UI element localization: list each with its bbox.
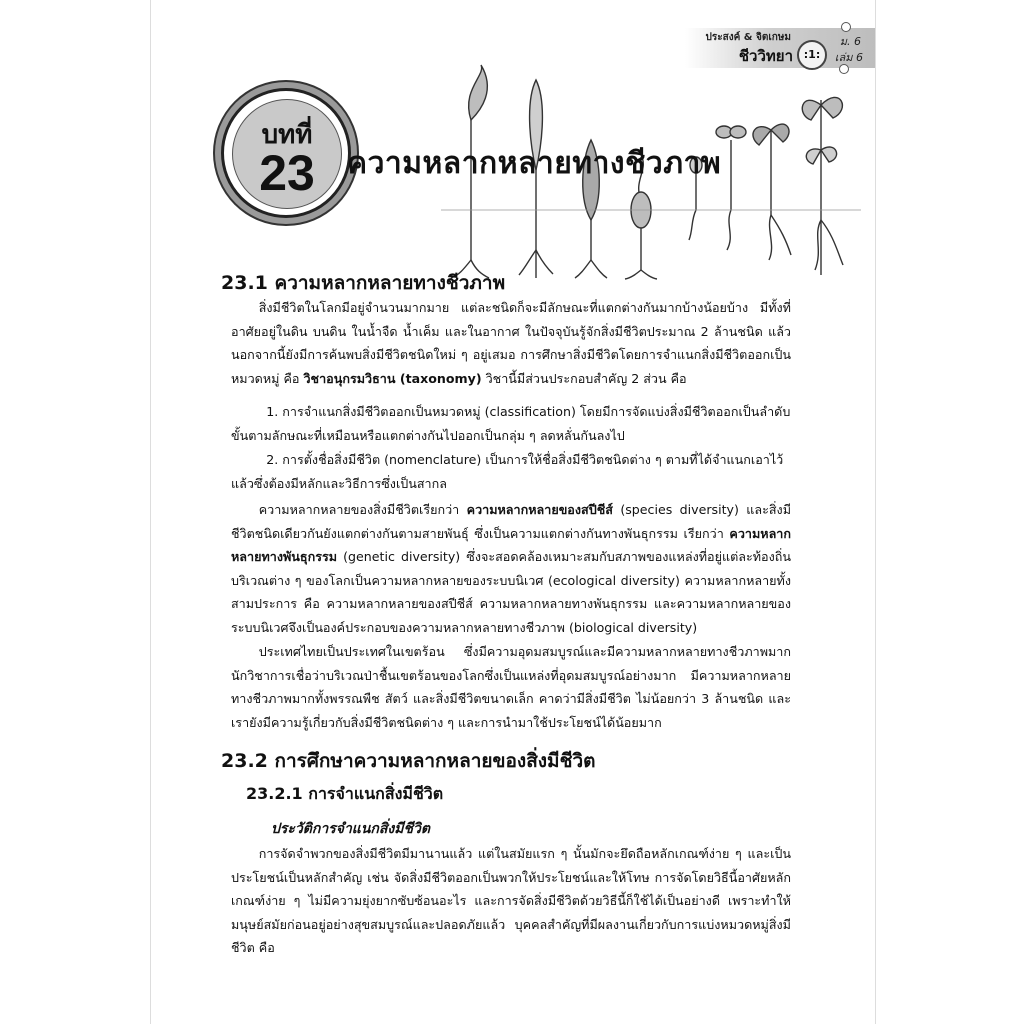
paragraph-2-text-e: (genetic diversity) ซึ่งจะสอดคล้องเหมาะสมกับสภาพของแหล่งที่อยู่แต่ละท้องถิ่นบริเวณต่าง ๆ ของโลกเป็นความหลากหลายของระบบนิเวศ (ecological diversity) ความหลากหลายทั้งสามประการ คือ ความหลากหลายของสปีชีส์ ความหลากหลายทางพันธุกรรม และความหลากหลายของระบบนิเวศจึงเป็นองค์ประกอบของความหลากหลายทางชีวภาพ (biological diversity) bbox=[231, 549, 791, 635]
decor-dot-icon bbox=[841, 22, 851, 32]
genetic-diversity-term: ความหลากหลายทางพันธุกรรม bbox=[231, 525, 791, 564]
chapter-badge bbox=[221, 88, 351, 218]
paragraph-1-text: สิ่งมีชีวิตในโลกมีอยู่จำนวนมากมาย แต่ละชนิดก็จะมีลักษณะที่แตกต่างกันมากบ้างน้อยบ้าง มีทั้งที่อาศัยอยู่ในดิน บนดิน ในน้ำจืด น้ำเค็ม และในอากาศ ในปัจจุบันรู้จักสิ่งมีชีวิตประมาณ 2 ล้านชนิด แล้วนอกจากนี้ยังมีการค้นพบสิ่งมีชีวิตชนิดใหม่ ๆ อยู่เสมอ การศึกษาสิ่งมีชีวิตโดยการจำแนกสิ่งมีชีวิตออกเป็นหมวดหมู่ คือ bbox=[231, 300, 791, 386]
paragraph-2 bbox=[231, 498, 791, 639]
paragraph-3: ประเทศไทยเป็นประเทศในเขตร้อน ซึ่งมีความอุดมสมบูรณ์และมีความหลากหลายทางชีวภาพมาก นักวิชาการเชื่อว่าบริเวณป่าชื้นเขตร้อนของโลกซึ่งเป็นแหล่งที่อุดมสมบูรณ์อย่างมาก มีความหลากหลายทางชีวภาพมากทั้งพรรณพืช สัตว์ และสิ่งมีชีวิตขนาดเล็ก คาดว่ามีสิ่งมีชีวิต ไม่น้อยกว่า 3 ล้านชนิด และเรายังมีความรู้เกี่ยวกับสิ่งมีชีวิตชนิดต่าง ๆ และการนำมาใช้ประโยชน์ได้น้อยมาก bbox=[231, 644, 791, 730]
subsubsection-heading: ประวัติการจำแนกสิ่งมีชีวิต bbox=[271, 821, 430, 837]
publisher-name: ประสงค์ & จิตเกษม bbox=[705, 32, 791, 43]
species-diversity-term: ความหลากหลายของสปีชีส์ bbox=[466, 502, 613, 517]
paragraph-2-text-a: ความหลากหลายของสิ่งมีชีวิตเรียกว่า bbox=[258, 502, 467, 517]
section-heading-23-1: 23.1 ความหลากหลายทางชีวภาพ bbox=[221, 272, 506, 294]
book-page bbox=[150, 0, 876, 1024]
paragraph-1-tail: วิชานี้มีส่วนประกอบสำคัญ 2 ส่วน คือ bbox=[481, 370, 687, 386]
taxonomy-term: วิชาอนุกรมวิธาน (taxonomy) bbox=[303, 370, 482, 386]
chapter-word: บทที่ bbox=[261, 120, 313, 150]
subject-name: ชีววิทยา bbox=[738, 47, 793, 65]
subsection-heading-23-2-1: 23.2.1 การจำแนกสิ่งมีชีวิต bbox=[246, 784, 444, 803]
paragraph-1 bbox=[231, 296, 791, 390]
grade-label: ม. 6 bbox=[839, 35, 861, 48]
book-label: เล่ม 6 bbox=[834, 51, 863, 64]
list-item-1: 1. การจำแนกสิ่งมีชีวิตออกเป็นหมวดหมู่ (classification) โดยมีการจัดแบ่งสิ่งมีชีวิตออกเป็นลำดับขั้นตามลักษณะที่เหมือนหรือแตกต่างกันไปออกเป็นกลุ่ม ๆ ลดหลั่นกันลงไป bbox=[231, 404, 791, 443]
section-heading-23-2: 23.2 การศึกษาความหลากหลายของสิ่งมีชีวิต bbox=[221, 750, 596, 772]
chapter-title: ความหลากหลายทางชีวภาพ bbox=[347, 146, 722, 181]
volume-mark: :1: bbox=[797, 40, 827, 70]
paragraph-2-text-c: (species diversity) และสิ่งมีชีวิตชนิดเดียวกันยังแตกต่างกันตามสายพันธุ์ ซึ่งเป็นความแตกต่างกันทางพันธุกรรม เรียกว่า bbox=[231, 502, 791, 541]
chapter-number: 23 bbox=[259, 145, 315, 201]
list-item-2: 2. การตั้งชื่อสิ่งมีชีวิต (nomenclature) เป็นการให้ชื่อสิ่งมีชีวิตชนิดต่าง ๆ ตามที่ได้จำแนกเอาไว้แล้วซึ่งต้องมีหลักและวิธีการซึ่งเป็นสากล bbox=[231, 452, 784, 491]
chapter-badge-inner bbox=[232, 99, 342, 209]
paragraph-4: การจัดจำพวกของสิ่งมีชีวิตมีมานานแล้ว แต่ในสมัยแรก ๆ นั้นมักจะยึดถือหลักเกณฑ์ง่าย ๆ และเป็นประโยชน์เป็นหลักสำคัญ เช่น จัดสิ่งมีชีวิตออกเป็นพวกให้ประโยชน์และให้โทษ การจัดโดยวิธีนี้อาศัยหลักเกณฑ์ง่าย ๆ ไม่มีความยุ่งยากซับซ้อนอะไร และการจัดสิ่งมีชีวิตด้วยวิธีนี้ก็ใช้ได้เป็นอย่างดี เพราะทำให้มนุษย์สมัยก่อนอยู่อย่างสุขสมบูรณ์และปลอดภัยแล้ว บุคคลสำคัญที่มีผลงานเกี่ยวกับการแบ่งหมวดหมู่สิ่งมีชีวิต คือ bbox=[231, 846, 791, 955]
